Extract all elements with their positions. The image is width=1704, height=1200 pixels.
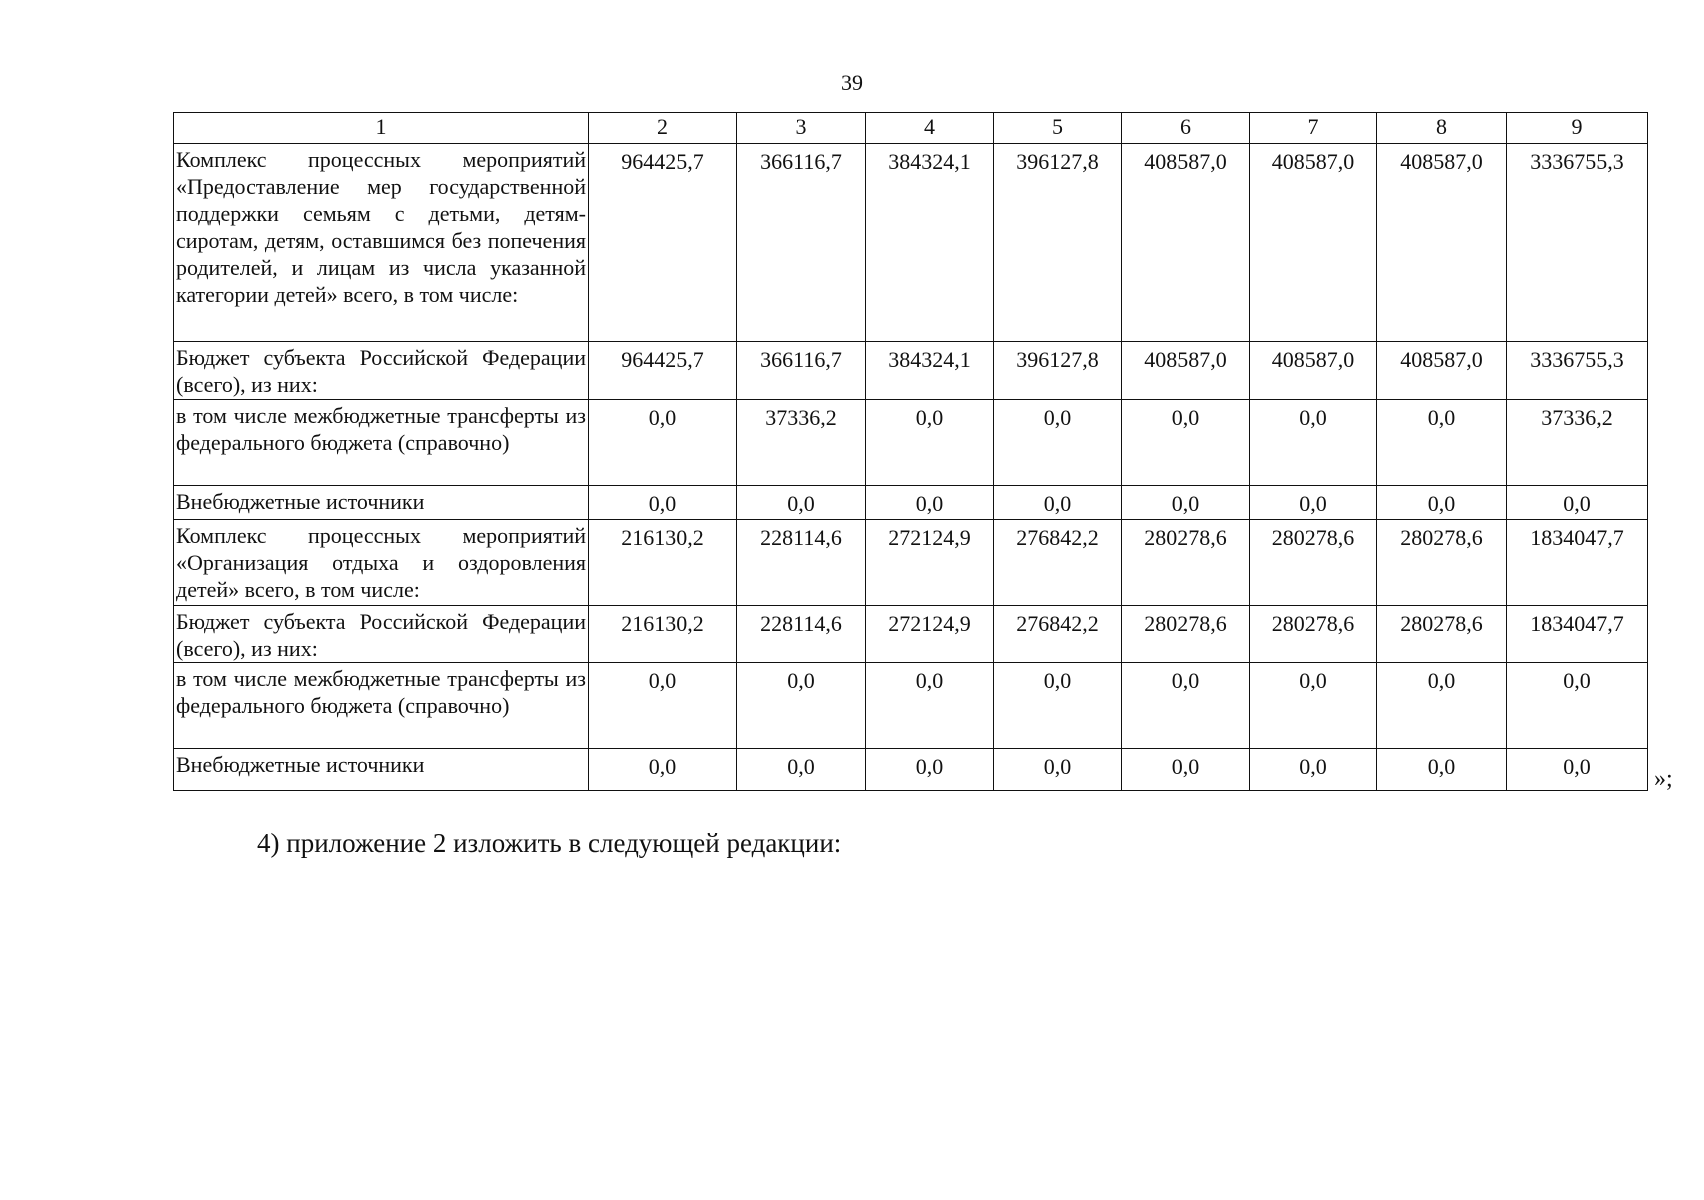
table-cell: 0,0 [1122, 486, 1250, 520]
table-cell: 408587,0 [1122, 342, 1250, 400]
table-cell: 216130,2 [589, 606, 737, 663]
table-row [174, 749, 1648, 791]
table-cell: 0,0 [1377, 749, 1507, 791]
table-cell: 1834047,7 [1507, 606, 1648, 663]
table-row [174, 486, 1648, 520]
table-cell: 0,0 [1250, 400, 1377, 486]
table-cell: 964425,7 [589, 342, 737, 400]
table-cell: 0,0 [1507, 663, 1648, 749]
column-header: 1 [174, 113, 589, 144]
table-cell: 408587,0 [1250, 144, 1377, 342]
column-header: 2 [589, 113, 737, 144]
row-label: Внебюджетные источники [174, 749, 589, 791]
table-cell: 0,0 [866, 486, 994, 520]
table-cell: 964425,7 [589, 144, 737, 342]
row-label: Бюджет субъекта Российской Федерации (всего), из них: [174, 342, 589, 400]
table-cell: 3336755,3 [1507, 144, 1648, 342]
table-cell: 0,0 [994, 400, 1122, 486]
page-number: 39 [841, 70, 863, 95]
table-cell: 0,0 [994, 749, 1122, 791]
table-row [174, 606, 1648, 663]
table-cell: 408587,0 [1122, 144, 1250, 342]
table-cell: 0,0 [1377, 400, 1507, 486]
table-cell: 408587,0 [1377, 342, 1507, 400]
table-cell: 0,0 [737, 486, 866, 520]
table-cell: 280278,6 [1377, 606, 1507, 663]
table-cell: 228114,6 [737, 606, 866, 663]
column-header: 9 [1507, 113, 1648, 144]
table-cell: 276842,2 [994, 520, 1122, 606]
table-cell: 384324,1 [866, 342, 994, 400]
budget-table [173, 112, 1648, 791]
table-cell: 37336,2 [1507, 400, 1648, 486]
table-cell: 272124,9 [866, 520, 994, 606]
table-cell: 0,0 [1377, 663, 1507, 749]
table-cell: 1834047,7 [1507, 520, 1648, 606]
table-cell: 408587,0 [1250, 342, 1377, 400]
table-row [174, 342, 1648, 400]
table-cell: 280278,6 [1377, 520, 1507, 606]
instruction-paragraph: 4) приложение 2 изложить в следующей редакции: [257, 828, 842, 858]
row-label: Комплекс процессных мероприятий «Предоставление мер государственной поддержки семьям с детьми, детям-сиротам, детям, оставшимся без попечения родителей, и лицам из числа указанной категории детей» всего, в том числе: [174, 144, 589, 342]
table-row [174, 144, 1648, 342]
table-cell: 366116,7 [737, 342, 866, 400]
table-cell: 0,0 [866, 400, 994, 486]
table-cell: 0,0 [1507, 486, 1648, 520]
table-cell: 0,0 [737, 749, 866, 791]
column-header: 8 [1377, 113, 1507, 144]
table-cell: 0,0 [866, 749, 994, 791]
table-cell: 37336,2 [737, 400, 866, 486]
table-cell: 276842,2 [994, 606, 1122, 663]
table-cell: 0,0 [994, 663, 1122, 749]
table-cell: 0,0 [1122, 749, 1250, 791]
table-cell: 0,0 [589, 486, 737, 520]
table-cell: 408587,0 [1377, 144, 1507, 342]
table-cell: 0,0 [866, 663, 994, 749]
column-header: 7 [1250, 113, 1377, 144]
table-cell: 0,0 [589, 400, 737, 486]
closing-quote: »; [1654, 766, 1673, 792]
column-header: 5 [994, 113, 1122, 144]
row-label: Внебюджетные источники [174, 486, 589, 520]
table-cell: 0,0 [1250, 486, 1377, 520]
table-cell: 280278,6 [1250, 606, 1377, 663]
column-header: 6 [1122, 113, 1250, 144]
table-cell: 0,0 [737, 663, 866, 749]
table-cell: 280278,6 [1250, 520, 1377, 606]
table-cell: 280278,6 [1122, 606, 1250, 663]
table-row [174, 520, 1648, 606]
table-cell: 216130,2 [589, 520, 737, 606]
table-cell: 396127,8 [994, 144, 1122, 342]
table-cell: 0,0 [589, 663, 737, 749]
table-cell: 384324,1 [866, 144, 994, 342]
table-cell: 0,0 [589, 749, 737, 791]
table-cell: 366116,7 [737, 144, 866, 342]
table-cell: 396127,8 [994, 342, 1122, 400]
table-cell: 0,0 [1250, 749, 1377, 791]
row-label: в том числе межбюджетные трансферты из федерального бюджета (справочно) [174, 400, 589, 486]
table-cell: 3336755,3 [1507, 342, 1648, 400]
table-header-row [174, 113, 1648, 144]
column-header: 3 [737, 113, 866, 144]
table-cell: 0,0 [1377, 486, 1507, 520]
column-header: 4 [866, 113, 994, 144]
table-cell: 0,0 [1122, 400, 1250, 486]
row-label: Бюджет субъекта Российской Федерации (всего), из них: [174, 606, 589, 663]
table-cell: 0,0 [1507, 749, 1648, 791]
row-label: в том числе межбюджетные трансферты из федерального бюджета (справочно) [174, 663, 589, 749]
table-cell: 272124,9 [866, 606, 994, 663]
table-row [174, 663, 1648, 749]
row-label: Комплекс процессных мероприятий «Организация отдыха и оздоровления детей» всего, в том числе: [174, 520, 589, 606]
table-cell: 0,0 [1250, 663, 1377, 749]
table-row [174, 400, 1648, 486]
table-cell: 228114,6 [737, 520, 866, 606]
table-cell: 280278,6 [1122, 520, 1250, 606]
table-cell: 0,0 [994, 486, 1122, 520]
table-cell: 0,0 [1122, 663, 1250, 749]
